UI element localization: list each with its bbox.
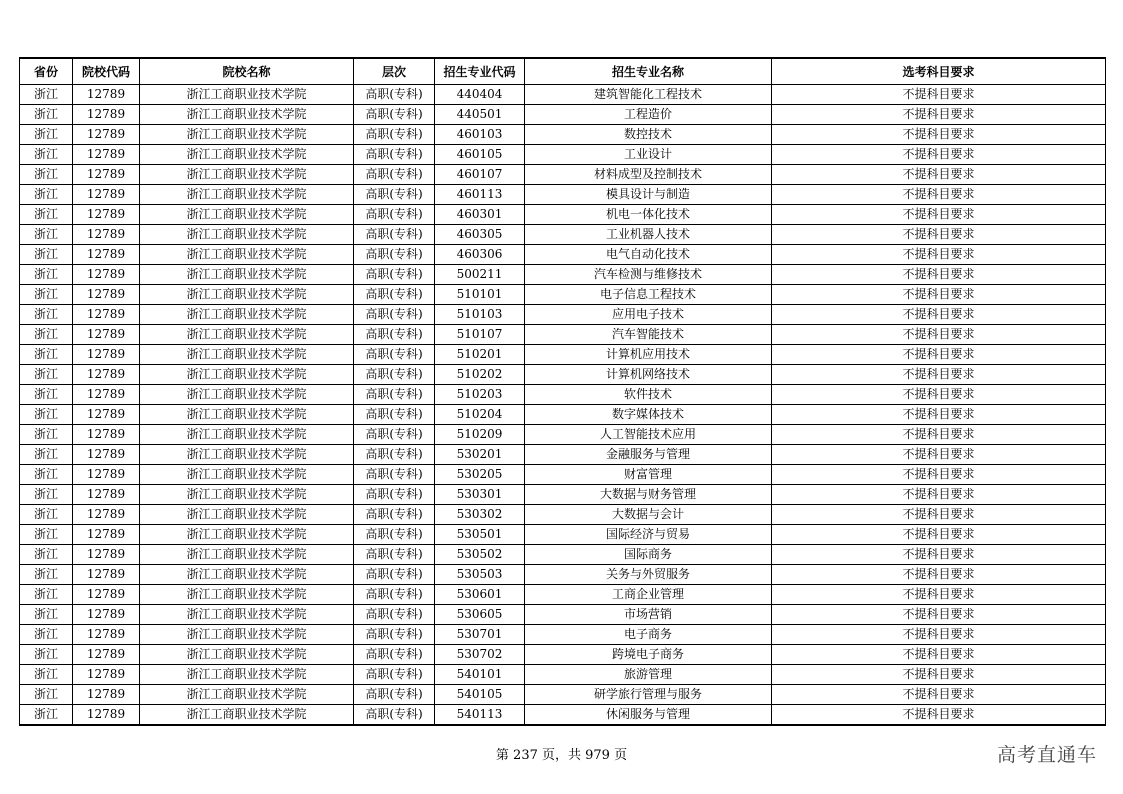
cell-school-name: 浙江工商职业技术学院 bbox=[140, 465, 354, 485]
cell-school-code: 12789 bbox=[73, 445, 140, 465]
cell-level: 高职(专科) bbox=[354, 605, 435, 625]
cell-province: 浙江 bbox=[20, 265, 73, 285]
cell-level: 高职(专科) bbox=[354, 425, 435, 445]
cell-major-code: 510103 bbox=[435, 305, 525, 325]
table-row bbox=[20, 705, 1106, 726]
cell-school-code: 12789 bbox=[73, 625, 140, 645]
cell-province: 浙江 bbox=[20, 485, 73, 505]
cell-major-name: 电气自动化技术 bbox=[525, 245, 772, 265]
table-row bbox=[20, 285, 1106, 305]
cell-major-name: 数字媒体技术 bbox=[525, 405, 772, 425]
cell-major-code: 530702 bbox=[435, 645, 525, 665]
cell-school-code: 12789 bbox=[73, 585, 140, 605]
cell-major-name: 建筑智能化工程技术 bbox=[525, 85, 772, 105]
cell-school-code: 12789 bbox=[73, 165, 140, 185]
table-row bbox=[20, 105, 1106, 125]
cell-level: 高职(专科) bbox=[354, 345, 435, 365]
cell-level: 高职(专科) bbox=[354, 105, 435, 125]
cell-level: 高职(专科) bbox=[354, 465, 435, 485]
cell-school-code: 12789 bbox=[73, 145, 140, 165]
cell-school-name: 浙江工商职业技术学院 bbox=[140, 365, 354, 385]
cell-level: 高职(专科) bbox=[354, 685, 435, 705]
cell-subject-requirement: 不提科目要求 bbox=[772, 645, 1106, 665]
cell-subject-requirement: 不提科目要求 bbox=[772, 125, 1106, 145]
cell-school-code: 12789 bbox=[73, 405, 140, 425]
cell-major-code: 440404 bbox=[435, 85, 525, 105]
cell-major-name: 旅游管理 bbox=[525, 665, 772, 685]
cell-school-name: 浙江工商职业技术学院 bbox=[140, 85, 354, 105]
cell-school-name: 浙江工商职业技术学院 bbox=[140, 645, 354, 665]
cell-school-code: 12789 bbox=[73, 565, 140, 585]
cell-school-name: 浙江工商职业技术学院 bbox=[140, 605, 354, 625]
cell-major-code: 540113 bbox=[435, 705, 525, 726]
table-row bbox=[20, 245, 1106, 265]
cell-level: 高职(专科) bbox=[354, 85, 435, 105]
cell-subject-requirement: 不提科目要求 bbox=[772, 345, 1106, 365]
cell-school-code: 12789 bbox=[73, 225, 140, 245]
table-row bbox=[20, 325, 1106, 345]
cell-major-code: 530502 bbox=[435, 545, 525, 565]
cell-major-code: 460107 bbox=[435, 165, 525, 185]
cell-major-code: 440501 bbox=[435, 105, 525, 125]
table-row bbox=[20, 385, 1106, 405]
table-row bbox=[20, 425, 1106, 445]
cell-major-name: 研学旅行管理与服务 bbox=[525, 685, 772, 705]
cell-major-code: 510101 bbox=[435, 285, 525, 305]
cell-major-name: 材料成型及控制技术 bbox=[525, 165, 772, 185]
cell-school-name: 浙江工商职业技术学院 bbox=[140, 505, 354, 525]
cell-subject-requirement: 不提科目要求 bbox=[772, 145, 1106, 165]
cell-major-code: 530503 bbox=[435, 565, 525, 585]
cell-level: 高职(专科) bbox=[354, 285, 435, 305]
cell-school-code: 12789 bbox=[73, 425, 140, 445]
cell-school-name: 浙江工商职业技术学院 bbox=[140, 185, 354, 205]
cell-major-code: 510203 bbox=[435, 385, 525, 405]
cell-school-code: 12789 bbox=[73, 525, 140, 545]
table-row bbox=[20, 605, 1106, 625]
table-row bbox=[20, 185, 1106, 205]
cell-subject-requirement: 不提科目要求 bbox=[772, 325, 1106, 345]
cell-major-code: 510209 bbox=[435, 425, 525, 445]
table-row bbox=[20, 205, 1106, 225]
header-school-name: 院校名称 bbox=[140, 58, 354, 85]
cell-level: 高职(专科) bbox=[354, 305, 435, 325]
table-row bbox=[20, 305, 1106, 325]
cell-subject-requirement: 不提科目要求 bbox=[772, 685, 1106, 705]
cell-school-code: 12789 bbox=[73, 485, 140, 505]
table-row bbox=[20, 565, 1106, 585]
cell-school-name: 浙江工商职业技术学院 bbox=[140, 565, 354, 585]
admissions-table bbox=[19, 57, 1106, 726]
cell-province: 浙江 bbox=[20, 85, 73, 105]
cell-province: 浙江 bbox=[20, 245, 73, 265]
cell-subject-requirement: 不提科目要求 bbox=[772, 545, 1106, 565]
cell-major-code: 510201 bbox=[435, 345, 525, 365]
cell-school-code: 12789 bbox=[73, 125, 140, 145]
cell-school-name: 浙江工商职业技术学院 bbox=[140, 105, 354, 125]
page-number: 第 237 页，共 979 页 bbox=[495, 748, 628, 763]
cell-major-code: 530501 bbox=[435, 525, 525, 545]
cell-level: 高职(专科) bbox=[354, 705, 435, 726]
cell-level: 高职(专科) bbox=[354, 145, 435, 165]
cell-province: 浙江 bbox=[20, 445, 73, 465]
cell-school-code: 12789 bbox=[73, 85, 140, 105]
cell-major-name: 工业设计 bbox=[525, 145, 772, 165]
cell-level: 高职(专科) bbox=[354, 165, 435, 185]
cell-province: 浙江 bbox=[20, 165, 73, 185]
table-header-row bbox=[20, 58, 1106, 85]
cell-subject-requirement: 不提科目要求 bbox=[772, 165, 1106, 185]
cell-major-name: 市场营销 bbox=[525, 605, 772, 625]
cell-subject-requirement: 不提科目要求 bbox=[772, 205, 1106, 225]
cell-school-name: 浙江工商职业技术学院 bbox=[140, 245, 354, 265]
table-row bbox=[20, 405, 1106, 425]
cell-province: 浙江 bbox=[20, 405, 73, 425]
cell-school-name: 浙江工商职业技术学院 bbox=[140, 485, 354, 505]
cell-school-code: 12789 bbox=[73, 285, 140, 305]
cell-school-name: 浙江工商职业技术学院 bbox=[140, 585, 354, 605]
header-major-code: 招生专业代码 bbox=[435, 58, 525, 85]
cell-level: 高职(专科) bbox=[354, 665, 435, 685]
cell-major-code: 530201 bbox=[435, 445, 525, 465]
cell-major-code: 500211 bbox=[435, 265, 525, 285]
cell-subject-requirement: 不提科目要求 bbox=[772, 245, 1106, 265]
cell-subject-requirement: 不提科目要求 bbox=[772, 665, 1106, 685]
cell-subject-requirement: 不提科目要求 bbox=[772, 365, 1106, 385]
cell-major-name: 国际商务 bbox=[525, 545, 772, 565]
cell-province: 浙江 bbox=[20, 145, 73, 165]
cell-subject-requirement: 不提科目要求 bbox=[772, 505, 1106, 525]
cell-level: 高职(专科) bbox=[354, 445, 435, 465]
cell-major-code: 540105 bbox=[435, 685, 525, 705]
cell-province: 浙江 bbox=[20, 705, 73, 726]
cell-school-code: 12789 bbox=[73, 105, 140, 125]
cell-school-name: 浙江工商职业技术学院 bbox=[140, 285, 354, 305]
cell-level: 高职(专科) bbox=[354, 545, 435, 565]
cell-subject-requirement: 不提科目要求 bbox=[772, 385, 1106, 405]
cell-school-name: 浙江工商职业技术学院 bbox=[140, 625, 354, 645]
cell-level: 高职(专科) bbox=[354, 185, 435, 205]
cell-school-code: 12789 bbox=[73, 305, 140, 325]
cell-major-name: 工程造价 bbox=[525, 105, 772, 125]
cell-school-name: 浙江工商职业技术学院 bbox=[140, 445, 354, 465]
cell-school-code: 12789 bbox=[73, 185, 140, 205]
cell-major-name: 应用电子技术 bbox=[525, 305, 772, 325]
cell-school-code: 12789 bbox=[73, 645, 140, 665]
cell-province: 浙江 bbox=[20, 225, 73, 245]
cell-level: 高职(专科) bbox=[354, 245, 435, 265]
cell-province: 浙江 bbox=[20, 205, 73, 225]
cell-level: 高职(专科) bbox=[354, 205, 435, 225]
cell-school-name: 浙江工商职业技术学院 bbox=[140, 385, 354, 405]
table-row bbox=[20, 445, 1106, 465]
table-row bbox=[20, 645, 1106, 665]
cell-school-code: 12789 bbox=[73, 385, 140, 405]
cell-province: 浙江 bbox=[20, 325, 73, 345]
header-level: 层次 bbox=[354, 58, 435, 85]
cell-school-name: 浙江工商职业技术学院 bbox=[140, 405, 354, 425]
cell-level: 高职(专科) bbox=[354, 225, 435, 245]
cell-subject-requirement: 不提科目要求 bbox=[772, 565, 1106, 585]
cell-subject-requirement: 不提科目要求 bbox=[772, 445, 1106, 465]
cell-level: 高职(专科) bbox=[354, 565, 435, 585]
cell-subject-requirement: 不提科目要求 bbox=[772, 305, 1106, 325]
cell-province: 浙江 bbox=[20, 545, 73, 565]
cell-major-name: 软件技术 bbox=[525, 385, 772, 405]
cell-school-name: 浙江工商职业技术学院 bbox=[140, 525, 354, 545]
cell-level: 高职(专科) bbox=[354, 485, 435, 505]
cell-school-code: 12789 bbox=[73, 505, 140, 525]
table-row bbox=[20, 465, 1106, 485]
cell-subject-requirement: 不提科目要求 bbox=[772, 465, 1106, 485]
cell-major-code: 530301 bbox=[435, 485, 525, 505]
cell-major-code: 460113 bbox=[435, 185, 525, 205]
cell-school-name: 浙江工商职业技术学院 bbox=[140, 145, 354, 165]
cell-school-name: 浙江工商职业技术学院 bbox=[140, 205, 354, 225]
table-row bbox=[20, 485, 1106, 505]
cell-province: 浙江 bbox=[20, 625, 73, 645]
cell-major-code: 460305 bbox=[435, 225, 525, 245]
cell-province: 浙江 bbox=[20, 385, 73, 405]
cell-major-code: 540101 bbox=[435, 665, 525, 685]
table-body bbox=[20, 85, 1106, 726]
cell-major-code: 530605 bbox=[435, 605, 525, 625]
header-major-name: 招生专业名称 bbox=[525, 58, 772, 85]
cell-school-name: 浙江工商职业技术学院 bbox=[140, 325, 354, 345]
header-subject-requirement: 选考科目要求 bbox=[772, 58, 1106, 85]
cell-school-name: 浙江工商职业技术学院 bbox=[140, 345, 354, 365]
cell-major-code: 460103 bbox=[435, 125, 525, 145]
cell-major-name: 模具设计与制造 bbox=[525, 185, 772, 205]
cell-school-code: 12789 bbox=[73, 705, 140, 726]
cell-major-name: 大数据与财务管理 bbox=[525, 485, 772, 505]
cell-subject-requirement: 不提科目要求 bbox=[772, 605, 1106, 625]
cell-major-code: 460301 bbox=[435, 205, 525, 225]
table-row bbox=[20, 665, 1106, 685]
cell-level: 高职(专科) bbox=[354, 585, 435, 605]
table-row bbox=[20, 525, 1106, 545]
cell-province: 浙江 bbox=[20, 105, 73, 125]
cell-major-name: 金融服务与管理 bbox=[525, 445, 772, 465]
cell-level: 高职(专科) bbox=[354, 505, 435, 525]
cell-major-name: 人工智能技术应用 bbox=[525, 425, 772, 445]
cell-major-code: 510107 bbox=[435, 325, 525, 345]
cell-province: 浙江 bbox=[20, 525, 73, 545]
cell-subject-requirement: 不提科目要求 bbox=[772, 185, 1106, 205]
table-row bbox=[20, 345, 1106, 365]
cell-major-name: 跨境电子商务 bbox=[525, 645, 772, 665]
cell-subject-requirement: 不提科目要求 bbox=[772, 625, 1106, 645]
table-row bbox=[20, 265, 1106, 285]
cell-major-name: 计算机网络技术 bbox=[525, 365, 772, 385]
table-row bbox=[20, 625, 1106, 645]
cell-school-code: 12789 bbox=[73, 345, 140, 365]
cell-school-name: 浙江工商职业技术学院 bbox=[140, 125, 354, 145]
cell-province: 浙江 bbox=[20, 505, 73, 525]
cell-major-name: 工业机器人技术 bbox=[525, 225, 772, 245]
cell-level: 高职(专科) bbox=[354, 325, 435, 345]
cell-school-name: 浙江工商职业技术学院 bbox=[140, 165, 354, 185]
cell-school-name: 浙江工商职业技术学院 bbox=[140, 225, 354, 245]
cell-province: 浙江 bbox=[20, 185, 73, 205]
table-row bbox=[20, 545, 1106, 565]
table-row bbox=[20, 365, 1106, 385]
cell-school-name: 浙江工商职业技术学院 bbox=[140, 425, 354, 445]
cell-major-name: 计算机应用技术 bbox=[525, 345, 772, 365]
cell-province: 浙江 bbox=[20, 365, 73, 385]
cell-major-code: 530601 bbox=[435, 585, 525, 605]
cell-major-name: 国际经济与贸易 bbox=[525, 525, 772, 545]
cell-level: 高职(专科) bbox=[354, 625, 435, 645]
cell-major-code: 510204 bbox=[435, 405, 525, 425]
cell-province: 浙江 bbox=[20, 565, 73, 585]
cell-province: 浙江 bbox=[20, 605, 73, 625]
cell-major-name: 大数据与会计 bbox=[525, 505, 772, 525]
cell-subject-requirement: 不提科目要求 bbox=[772, 425, 1106, 445]
cell-major-code: 530205 bbox=[435, 465, 525, 485]
table-row bbox=[20, 125, 1106, 145]
cell-province: 浙江 bbox=[20, 285, 73, 305]
cell-major-name: 汽车检测与维修技术 bbox=[525, 265, 772, 285]
cell-major-name: 关务与外贸服务 bbox=[525, 565, 772, 585]
cell-major-code: 530302 bbox=[435, 505, 525, 525]
cell-major-name: 数控技术 bbox=[525, 125, 772, 145]
table-row bbox=[20, 225, 1106, 245]
cell-major-name: 机电一体化技术 bbox=[525, 205, 772, 225]
cell-school-code: 12789 bbox=[73, 685, 140, 705]
cell-school-code: 12789 bbox=[73, 465, 140, 485]
table-row bbox=[20, 85, 1106, 105]
header-school-code: 院校代码 bbox=[73, 58, 140, 85]
cell-province: 浙江 bbox=[20, 645, 73, 665]
cell-school-code: 12789 bbox=[73, 605, 140, 625]
cell-major-name: 电子信息工程技术 bbox=[525, 285, 772, 305]
cell-subject-requirement: 不提科目要求 bbox=[772, 405, 1106, 425]
cell-subject-requirement: 不提科目要求 bbox=[772, 285, 1106, 305]
table-row bbox=[20, 585, 1106, 605]
cell-major-name: 电子商务 bbox=[525, 625, 772, 645]
cell-school-name: 浙江工商职业技术学院 bbox=[140, 685, 354, 705]
cell-province: 浙江 bbox=[20, 665, 73, 685]
cell-school-name: 浙江工商职业技术学院 bbox=[140, 305, 354, 325]
cell-major-code: 460306 bbox=[435, 245, 525, 265]
cell-subject-requirement: 不提科目要求 bbox=[772, 485, 1106, 505]
header-province: 省份 bbox=[20, 58, 73, 85]
cell-province: 浙江 bbox=[20, 425, 73, 445]
table-row bbox=[20, 145, 1106, 165]
cell-subject-requirement: 不提科目要求 bbox=[772, 705, 1106, 726]
cell-subject-requirement: 不提科目要求 bbox=[772, 85, 1106, 105]
cell-level: 高职(专科) bbox=[354, 125, 435, 145]
cell-school-code: 12789 bbox=[73, 265, 140, 285]
cell-province: 浙江 bbox=[20, 685, 73, 705]
cell-subject-requirement: 不提科目要求 bbox=[772, 525, 1106, 545]
cell-subject-requirement: 不提科目要求 bbox=[772, 105, 1106, 125]
cell-level: 高职(专科) bbox=[354, 525, 435, 545]
cell-school-name: 浙江工商职业技术学院 bbox=[140, 665, 354, 685]
cell-school-code: 12789 bbox=[73, 245, 140, 265]
cell-major-name: 休闲服务与管理 bbox=[525, 705, 772, 726]
cell-province: 浙江 bbox=[20, 465, 73, 485]
cell-subject-requirement: 不提科目要求 bbox=[772, 225, 1106, 245]
cell-school-name: 浙江工商职业技术学院 bbox=[140, 265, 354, 285]
cell-major-code: 530701 bbox=[435, 625, 525, 645]
cell-level: 高职(专科) bbox=[354, 265, 435, 285]
table-row bbox=[20, 165, 1106, 185]
cell-province: 浙江 bbox=[20, 125, 73, 145]
cell-major-name: 财富管理 bbox=[525, 465, 772, 485]
table-row bbox=[20, 505, 1106, 525]
cell-school-name: 浙江工商职业技术学院 bbox=[140, 545, 354, 565]
cell-school-code: 12789 bbox=[73, 665, 140, 685]
cell-level: 高职(专科) bbox=[354, 645, 435, 665]
cell-subject-requirement: 不提科目要求 bbox=[772, 265, 1106, 285]
cell-school-code: 12789 bbox=[73, 325, 140, 345]
watermark: 高考直通车 bbox=[996, 744, 1097, 766]
cell-school-code: 12789 bbox=[73, 365, 140, 385]
table-row bbox=[20, 685, 1106, 705]
cell-level: 高职(专科) bbox=[354, 405, 435, 425]
cell-school-code: 12789 bbox=[73, 205, 140, 225]
cell-subject-requirement: 不提科目要求 bbox=[772, 585, 1106, 605]
cell-major-name: 工商企业管理 bbox=[525, 585, 772, 605]
cell-school-name: 浙江工商职业技术学院 bbox=[140, 705, 354, 726]
cell-school-code: 12789 bbox=[73, 545, 140, 565]
cell-province: 浙江 bbox=[20, 305, 73, 325]
cell-major-code: 510202 bbox=[435, 365, 525, 385]
cell-province: 浙江 bbox=[20, 585, 73, 605]
cell-major-name: 汽车智能技术 bbox=[525, 325, 772, 345]
cell-level: 高职(专科) bbox=[354, 385, 435, 405]
cell-major-code: 460105 bbox=[435, 145, 525, 165]
cell-province: 浙江 bbox=[20, 345, 73, 365]
cell-level: 高职(专科) bbox=[354, 365, 435, 385]
